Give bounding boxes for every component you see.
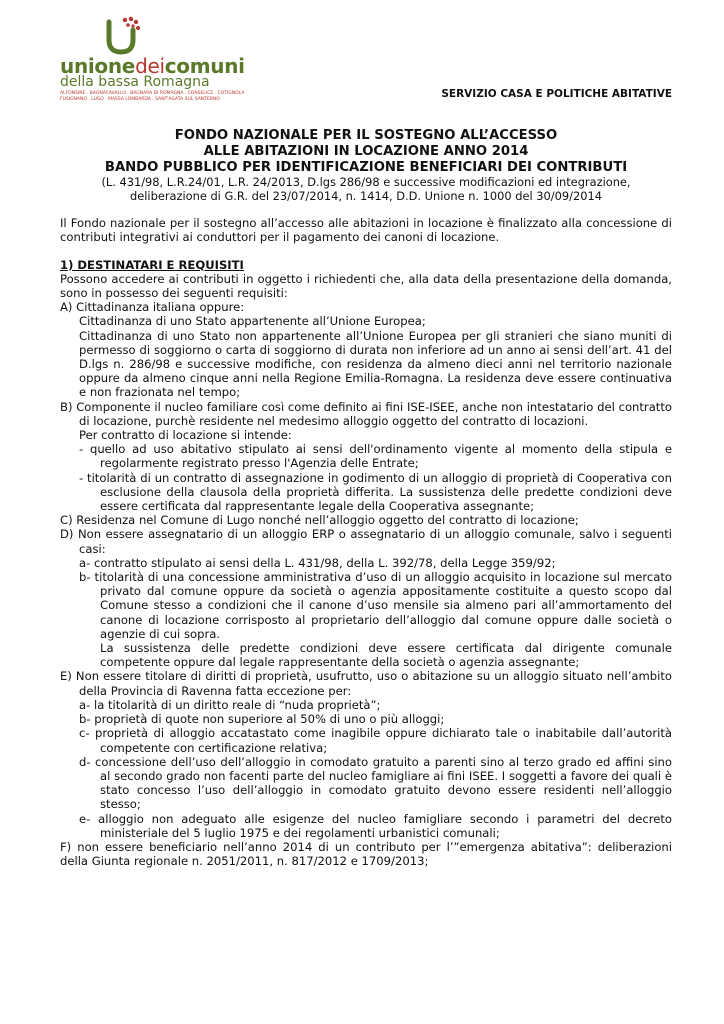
section-1-title: 1) DESTINATARI E REQUISITI bbox=[60, 257, 244, 272]
requirement-e-c: c- proprietà di alloggio accatastato come inagibile oppure dichiarato tale o inabitabile dall’autorità competente con certificazione relativa; bbox=[79, 726, 672, 755]
requirement-d-b: b- titolarità di una concessione amministrativa d’uso di un alloggio acquisito in locazione sul mercato privato dal comune oppure da società o agenzia appositamente costituite a questo scopo dal Comune stesso a condizioni che il canone d’uso mensile sia almeno pari all’ammortamento del canone di locazione corrisposto al proprietario dell’alloggio dal comune oppure dalle società o agenzie di cui sopra. bbox=[79, 570, 672, 641]
requirement-d-a: a- contratto stipulato ai sensi della L. 431/98, della L. 392/78, della Legge 359/92; bbox=[79, 555, 556, 570]
subtitle-line-1: (L. 431/98, L.R.24/01, L.R. 24/2013, D.lgs 286/98 e successive modificazioni ed integrazione, bbox=[101, 175, 631, 189]
requirement-b-2: - titolarità di un contratto di assegnazione in godimento di un alloggio di proprietà di Cooperativa con esclusione della clausola della proprietà differita. La sussistenza delle predette condizioni deve essere certificata dal rappresentante legale della Cooperativa assegnante; bbox=[79, 470, 672, 514]
requirement-e-e: e- alloggio non adeguato alle esigenze del nucleo famigliare secondo i parametri del decreto ministeriale del 5 luglio 1975 e dei regolamenti urbanistici comunali; bbox=[79, 811, 672, 840]
requirement-d: D) Non essere assegnatario di un alloggio ERP o assegnatario di un alloggio comunale, salvo i seguenti casi: bbox=[60, 527, 672, 556]
requirement-b-1: - quello ad uso abitativo stipulato ai sensi dell'ordinamento vigente al momento della stipula e regolarmente registrato presso l'Agenzia delle Entrate; bbox=[79, 442, 672, 471]
document-body bbox=[60, 128, 672, 868]
requirement-c: C) Residenza nel Comune di Lugo nonché nell’alloggio oggetto del contratto di locazione; bbox=[60, 513, 579, 528]
logo-wordmark: unionedeicomuni bbox=[60, 54, 245, 78]
requirement-f: F) non essere beneficiario nell’anno 2014 di un contributo per l’”emergenza abitativa”: deliberazioni della Giunta regionale n. 2051/2011, n. 817/2012 e 1709/2013; bbox=[60, 839, 672, 869]
requirement-a-1: Cittadinanza di uno Stato appartenente all’Unione Europea; bbox=[79, 314, 426, 329]
requirement-d-b-note: La sussistenza delle predette condizioni deve essere certificata dal dirigente comunale competente oppure dal legale rappresentante della società o agenzia assegnante; bbox=[100, 641, 672, 670]
requirement-a-2: Cittadinanza di uno Stato non appartenente all’Unione Europea per gli stranieri che siano muniti di permesso di soggiorno o carta di soggiorno di durata non inferiore ad un anno ai sensi dell’art. 41 del D.lgs n. 286/98 e successive modifiche, con residenza da almeno dieci anni nel territorio nazionale oppure da almeno cinque anni nella Regione Emilia-Romagna. La residenza deve essere continuativa e non frazionata nel tempo; bbox=[79, 328, 672, 400]
requirement-e-a: a- la titolarità di un diritto reale di “nuda proprietà”; bbox=[79, 697, 381, 712]
service-header: SERVIZIO CASA E POLITICHE ABITATIVE bbox=[441, 88, 672, 100]
intro-paragraph: Il Fondo nazionale per il sostegno all’accesso alle abitazioni in locazione è finalizzato alla concessione di contributi integrativi ai conduttori per il pagamento dei canoni di locazione. bbox=[60, 216, 672, 245]
logo-towns: ALFONSINE . BAGNACAVALLO . BAGNARA DI ROMAGNA . CONSELICE . COTIGNOLA FUSIGNANO . LUGO . MASSA LOMBARDA . SANT'AGATA SUL SANTERNO bbox=[60, 91, 245, 102]
title-line-3: BANDO PUBBLICO PER IDENTIFICAZIONE BENEFICIARI DEI CONTRIBUTI bbox=[104, 160, 628, 175]
requirement-e: E) Non essere titolare di diritti di proprietà, usufrutto, uso o abitazione su un alloggio situato nell’ambito della Provincia di Ravenna fatta eccezione per: bbox=[60, 669, 672, 698]
requirement-b-intro: Per contratto di locazione si intende: bbox=[79, 428, 292, 443]
requirement-e-d: d- concessione dell’uso dell’alloggio in comodato gratuito a parenti sino al terzo grado ed affini sino al secondo grado non facenti parte del nucleo famigliare ai fini ISEE. I soggetti a favore dei quali è stato concesso l’uso dell’alloggio in comodato gratuito devono essere residenti nell’alloggio stesso; bbox=[79, 754, 672, 812]
logo-u-icon bbox=[103, 16, 143, 56]
title-line-2: ALLE ABITAZIONI IN LOCAZIONE ANNO 2014 bbox=[203, 144, 529, 159]
section-1-intro: Possono accedere ai contributi in oggetto i richiedenti che, alla data della presentazione della domanda, sono in possesso dei seguenti requisiti: bbox=[60, 271, 672, 300]
title-line-1: FONDO NAZIONALE PER IL SOSTEGNO ALL’ACCESSO bbox=[174, 128, 558, 143]
logo-subtitle: della bassa Romagna bbox=[60, 74, 210, 90]
requirement-e-b: b- proprietà di quote non superiore al 50% di uno o più alloggi; bbox=[79, 712, 445, 727]
subtitle-line-2: deliberazione di G.R. del 23/07/2014, n. 1414, D.D. Unione n. 1000 del 30/09/2014 bbox=[130, 188, 602, 203]
requirement-a: A) Cittadinanza italiana oppure: bbox=[60, 300, 245, 315]
logo bbox=[60, 16, 245, 106]
requirement-b: B) Componente il nucleo familiare così come definito ai fini ISE-ISEE, anche non intestatario del contratto di locazione, purchè residente nel medesimo alloggio oggetto del contratto di locazioni. bbox=[60, 399, 672, 428]
